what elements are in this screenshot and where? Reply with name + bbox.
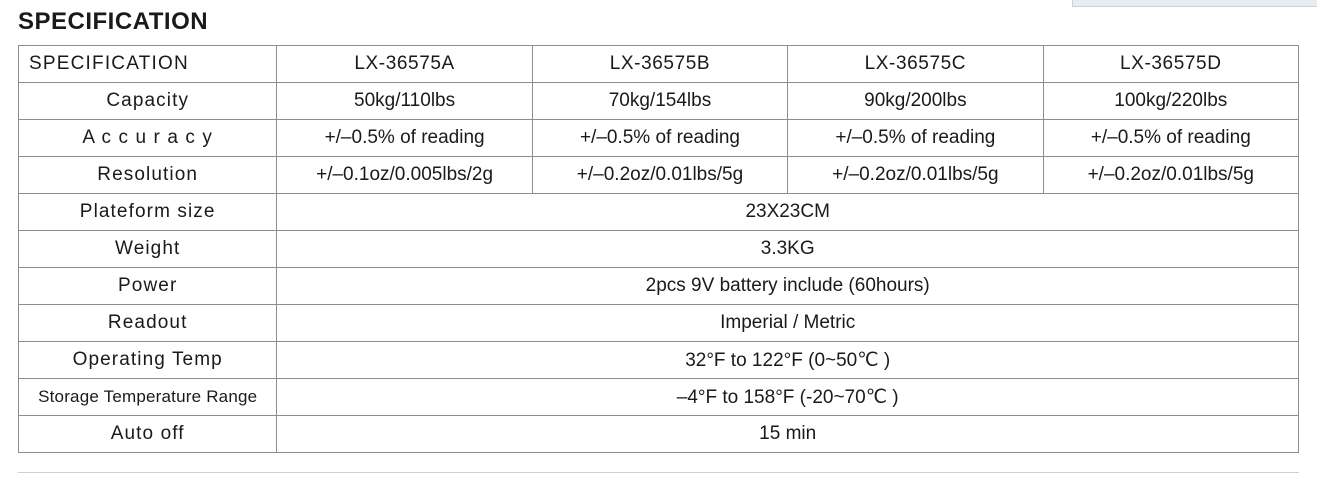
row-label: Plateform size xyxy=(19,194,277,231)
row-value-merged: 15 min xyxy=(277,416,1299,453)
row-label: Auto off xyxy=(19,416,277,453)
row-label: Resolution xyxy=(19,157,277,194)
row-value: +/–0.1oz/0.005lbs/2g xyxy=(277,157,532,194)
table-row xyxy=(19,268,1299,305)
row-value: 90kg/200lbs xyxy=(788,83,1043,120)
column-header-specification: SPECIFICATION xyxy=(19,46,277,83)
row-value: +/–0.5% of reading xyxy=(788,120,1043,157)
row-value-merged: –4°F to 158°F (-20~70℃ ) xyxy=(277,379,1299,416)
row-value: 100kg/220lbs xyxy=(1043,83,1298,120)
table-row xyxy=(19,157,1299,194)
row-label: Power xyxy=(19,268,277,305)
row-value-merged: 3.3KG xyxy=(277,231,1299,268)
row-value: +/–0.2oz/0.01lbs/5g xyxy=(788,157,1043,194)
row-value-merged: 23X23CM xyxy=(277,194,1299,231)
column-header-model-a: LX-36575A xyxy=(277,46,532,83)
page-title: SPECIFICATION xyxy=(18,8,209,35)
row-value: +/–0.5% of reading xyxy=(532,120,787,157)
table-row xyxy=(19,83,1299,120)
row-label: Readout xyxy=(19,305,277,342)
table-header-row xyxy=(19,46,1299,83)
table-row xyxy=(19,120,1299,157)
corner-panel-decoration xyxy=(1072,0,1317,7)
row-value: +/–0.5% of reading xyxy=(277,120,532,157)
specification-table xyxy=(18,45,1299,453)
row-label: Operating Temp xyxy=(19,342,277,379)
row-label: Storage Temperature Range xyxy=(19,379,277,416)
table-row xyxy=(19,342,1299,379)
table-row xyxy=(19,231,1299,268)
column-header-model-b: LX-36575B xyxy=(532,46,787,83)
row-value-merged: 32°F to 122°F (0~50℃ ) xyxy=(277,342,1299,379)
row-value: 50kg/110lbs xyxy=(277,83,532,120)
row-value: 70kg/154lbs xyxy=(532,83,787,120)
row-value-merged: Imperial / Metric xyxy=(277,305,1299,342)
row-label: Weight xyxy=(19,231,277,268)
table-row xyxy=(19,379,1299,416)
column-header-model-c: LX-36575C xyxy=(788,46,1043,83)
row-value: +/–0.2oz/0.01lbs/5g xyxy=(1043,157,1298,194)
row-value-merged: 2pcs 9V battery include (60hours) xyxy=(277,268,1299,305)
row-value: +/–0.2oz/0.01lbs/5g xyxy=(532,157,787,194)
table-row xyxy=(19,416,1299,453)
row-label: Capacity xyxy=(19,83,277,120)
row-label: A c c u r a c y xyxy=(19,120,277,157)
footer-divider xyxy=(18,472,1299,473)
table-row xyxy=(19,194,1299,231)
table-row xyxy=(19,305,1299,342)
row-value: +/–0.5% of reading xyxy=(1043,120,1298,157)
column-header-model-d: LX-36575D xyxy=(1043,46,1298,83)
